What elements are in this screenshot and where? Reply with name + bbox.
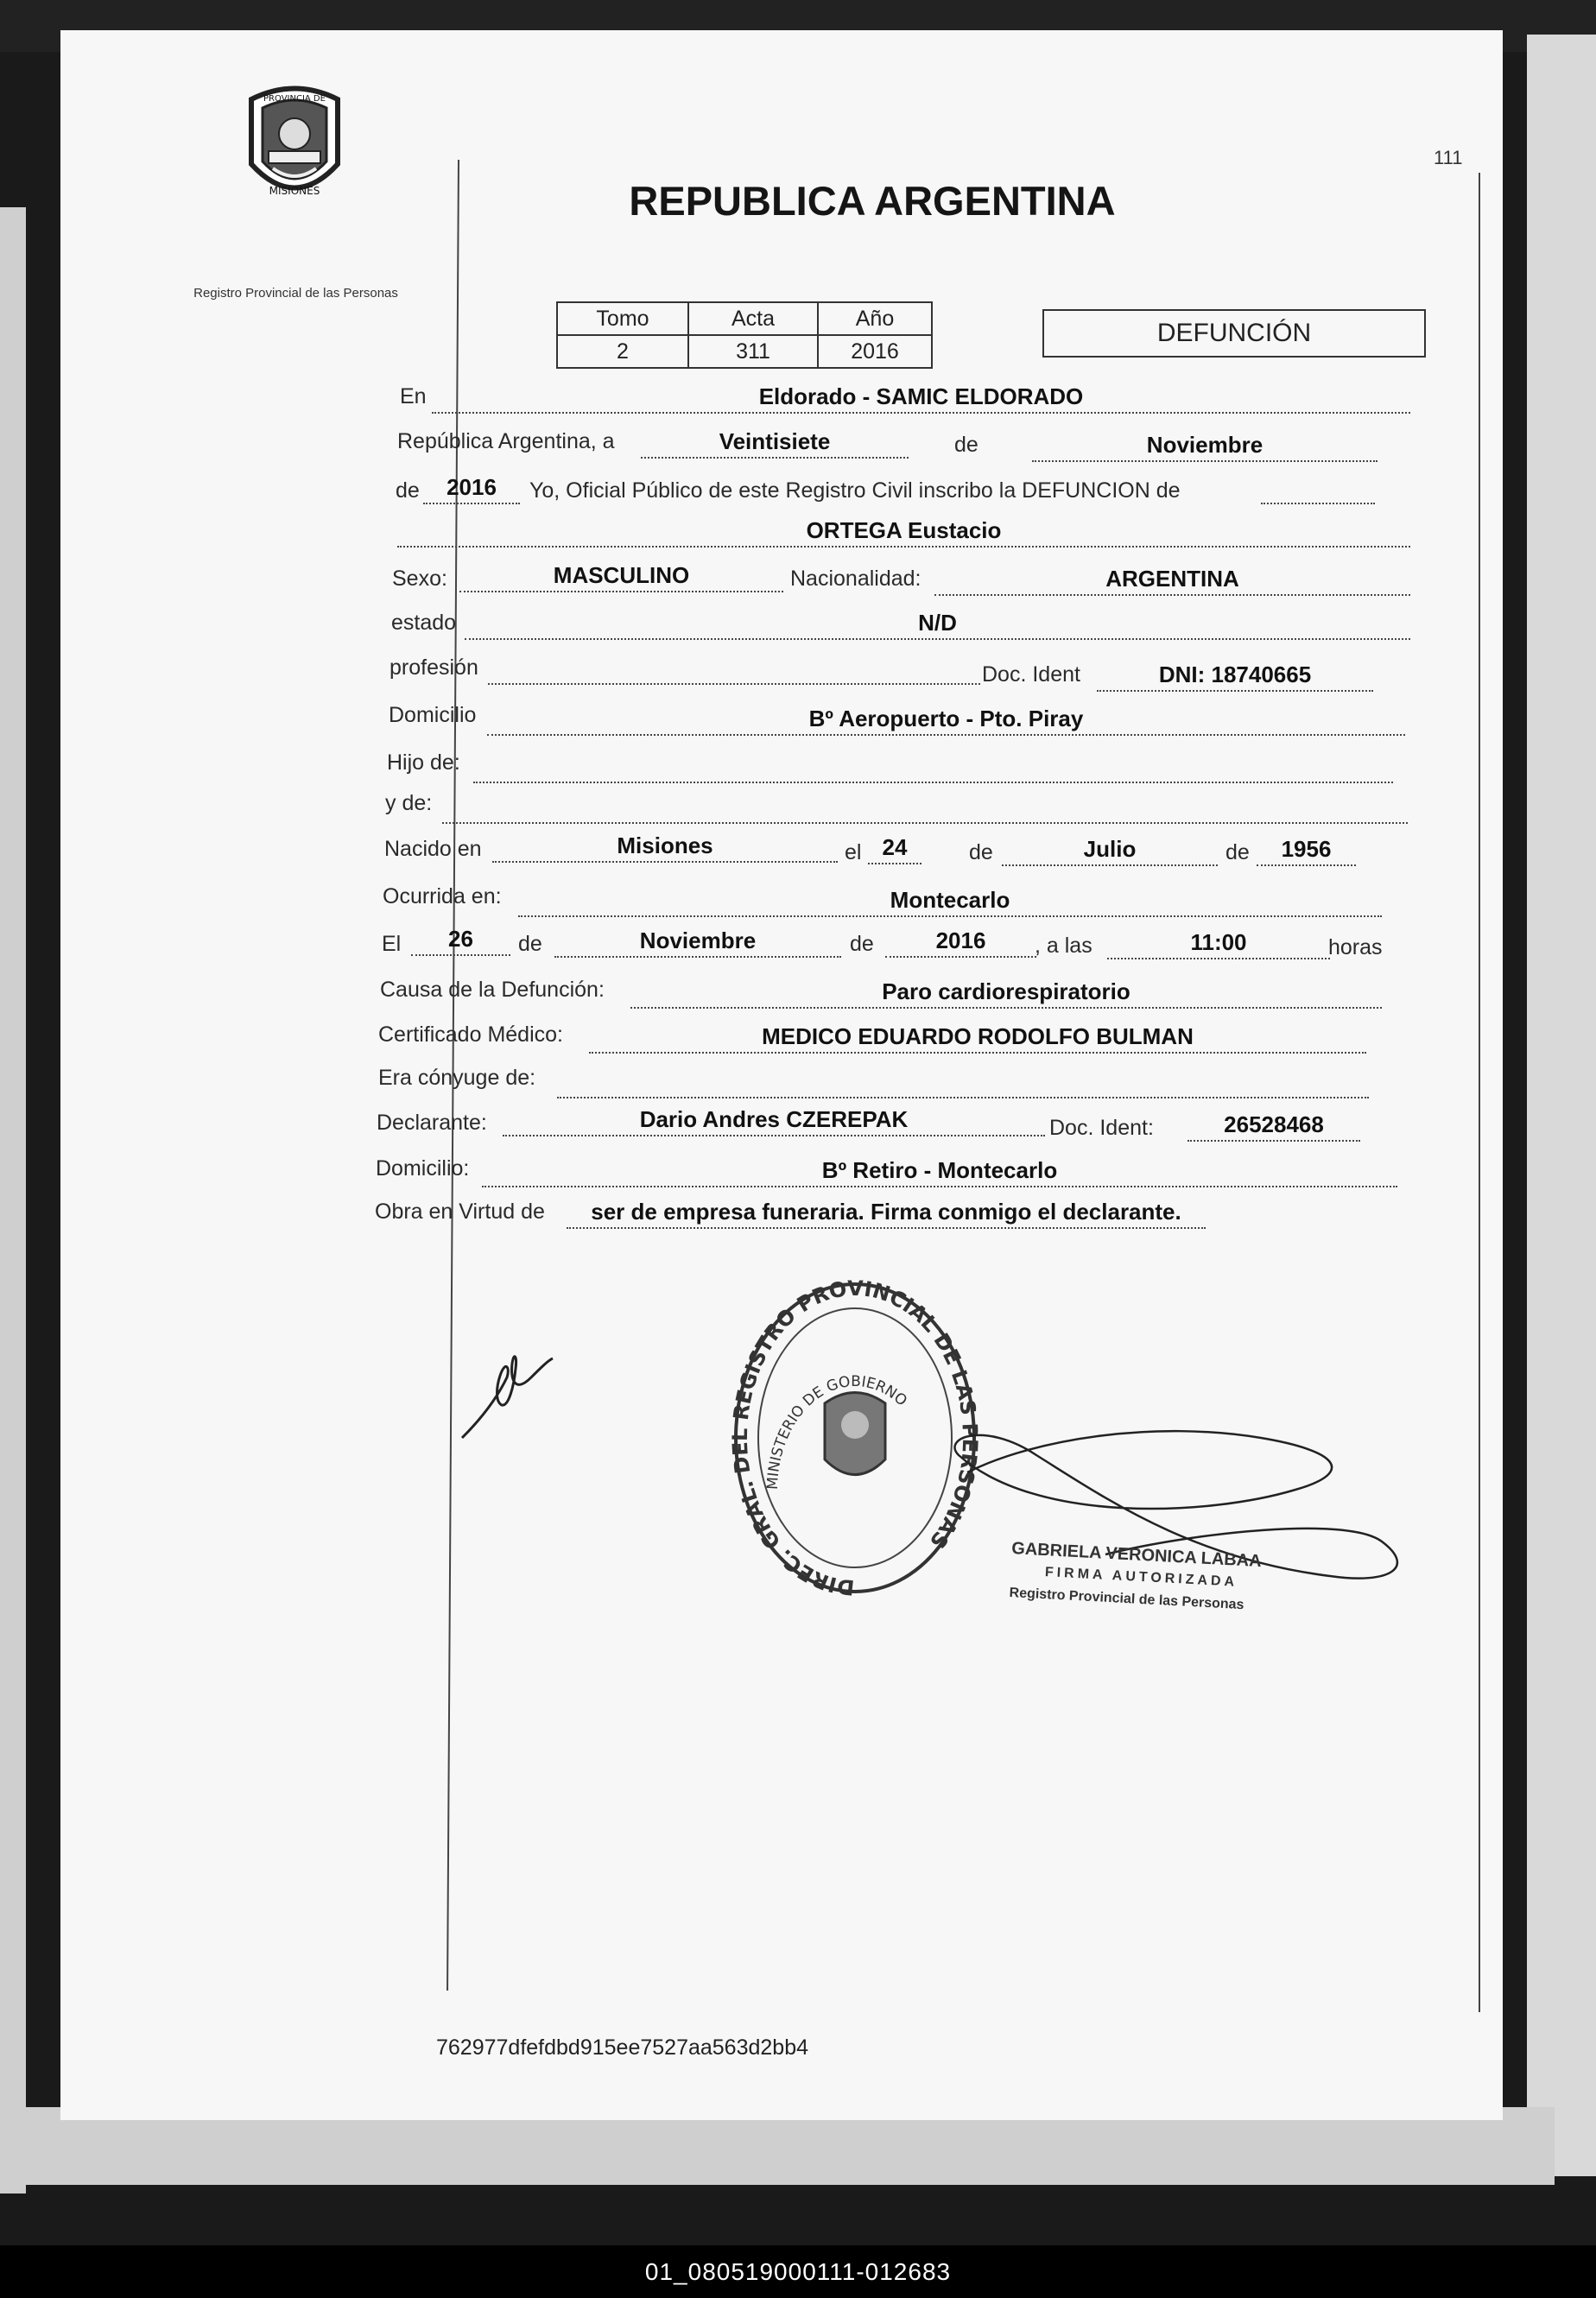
conyuge-label: Era cónyuge de: (378, 1066, 536, 1090)
ocurrida-label: Ocurrida en: (383, 884, 502, 908)
reference-table (556, 301, 933, 369)
declarante-domicilio-field: Bº Retiro - Montecarlo (482, 1158, 1397, 1187)
profesion-field (488, 655, 980, 685)
conyuge-field (557, 1069, 1369, 1098)
caption-bar (0, 2245, 1596, 2298)
obra-label: Obra en Virtud de (375, 1200, 545, 1224)
obra-field: ser de empresa funeraria. Firma conmigo el declarante. (567, 1200, 1206, 1229)
registry-label: Registro Provincial de las Personas (193, 286, 398, 301)
doc-ident-label: Doc. Ident (982, 662, 1080, 687)
declarante-doc-label: Doc. Ident: (1049, 1116, 1154, 1140)
en-label: En (400, 384, 427, 408)
death-de2-label: de (850, 932, 874, 956)
death-day-field: 26 (411, 927, 510, 956)
death-month-field: Noviembre (554, 928, 841, 958)
nacionalidad-label: Nacionalidad: (790, 567, 922, 591)
acta-value: 311 (688, 335, 818, 368)
republica-label: República Argentina, a (397, 429, 615, 453)
document-title: REPUBLICA ARGENTINA (629, 178, 1116, 224)
deceased-name-field: ORTEGA Eustacio (397, 518, 1410, 548)
tomo-value: 2 (557, 335, 688, 368)
acta-header: Acta (688, 302, 818, 335)
declarante-domicilio-label: Domicilio: (376, 1156, 470, 1181)
birth-de1-label: de (969, 840, 993, 864)
certificado-field: MEDICO EDUARDO RODOLFO BULMAN (589, 1024, 1366, 1054)
signer-name: GABRIELA VERONICA LABAA (1010, 1539, 1263, 1572)
ocurrida-field: Montecarlo (518, 888, 1382, 917)
signer-office: Registro Provincial de las Personas (1009, 1585, 1244, 1613)
signer-role: FIRMA AUTORIZADA (1044, 1565, 1238, 1590)
sexo-field: MASCULINO (459, 563, 783, 592)
causa-label: Causa de la Defunción: (380, 978, 605, 1002)
en-field: Eldorado - SAMIC ELDORADO (432, 384, 1410, 414)
doc-ident-field: DNI: 18740665 (1097, 662, 1373, 692)
declarante-field: Dario Andres CZEREPAK (503, 1107, 1045, 1136)
birth-month-field: Julio (1002, 837, 1218, 866)
certificado-label: Certificado Médico: (378, 1022, 563, 1047)
official-text: Yo, Oficial Público de este Registro Civil inscribo la DEFUNCION de (529, 478, 1181, 503)
svg-text:DIREC. GRAL. DEL REGISTRO PROV: DIREC. GRAL. DEL REGISTRO PROVINCIAL DE LAS PERSONAS (727, 1276, 983, 1600)
year-prefix-label: de (396, 478, 420, 503)
nacido-field: Misiones (492, 833, 838, 863)
nacionalidad-field: ARGENTINA (934, 567, 1410, 596)
horas-label: horas (1328, 935, 1383, 959)
ano-header: Año (818, 302, 932, 335)
declarante-label: Declarante: (377, 1111, 487, 1135)
birth-el-label: el (845, 840, 862, 864)
page-number: 111 (1434, 147, 1463, 168)
birth-de2-label: de (1226, 840, 1250, 864)
birth-year-field: 1956 (1257, 837, 1356, 866)
a-las-label: , a las (1035, 934, 1092, 958)
background-page-right (1527, 35, 1596, 2176)
province-emblem-icon (238, 82, 351, 212)
document-hash: 762977dfefdbd915ee7527aa563d2bb4 (436, 2035, 809, 2060)
estado-field: N/D (465, 611, 1410, 640)
profesion-label: profesión (390, 655, 478, 680)
month-field: Noviembre (1032, 433, 1378, 462)
scan-caption: 01_080519000111-012683 (644, 2257, 952, 2285)
svg-text:MINISTERIO DE GOBIERNO: MINISTERIO DE GOBIERNO (763, 1372, 910, 1491)
sexo-label: Sexo: (392, 567, 447, 591)
document-sheet (60, 30, 1503, 2120)
death-time-field: 11:00 (1107, 930, 1330, 959)
de-label: de (954, 433, 978, 457)
domicilio-field: Bº Aeropuerto - Pto. Piray (487, 706, 1405, 736)
y-de-field (442, 794, 1408, 824)
death-el-label: El (382, 932, 402, 956)
death-year-field: 2016 (885, 928, 1036, 958)
nacido-label: Nacido en (384, 837, 482, 861)
svg-text:MISIONES: MISIONES (269, 185, 320, 197)
domicilio-label: Domicilio (389, 703, 477, 727)
document-type-box: DEFUNCIÓN (1042, 309, 1426, 358)
background-page-left (0, 207, 26, 2194)
hijo-label: Hijo de: (387, 750, 460, 775)
estado-label: estado (391, 611, 457, 635)
official-signature-icon (453, 1326, 557, 1447)
ano-value: 2016 (818, 335, 932, 368)
hijo-field (473, 754, 1393, 783)
year-field: 2016 (423, 475, 520, 504)
death-de1-label: de (518, 932, 542, 956)
declarante-doc-field: 26528468 (1188, 1112, 1360, 1142)
frame-line-right (1479, 173, 1480, 2012)
tomo-header: Tomo (557, 302, 688, 335)
svg-text:PROVINCIA DE: PROVINCIA DE (263, 94, 326, 104)
causa-field: Paro cardiorespiratorio (630, 979, 1382, 1009)
birth-day-field: 24 (868, 835, 922, 864)
official-trailing-field (1261, 475, 1375, 504)
y-de-label: y de: (385, 791, 433, 815)
day-words-field: Veintisiete (641, 429, 909, 459)
